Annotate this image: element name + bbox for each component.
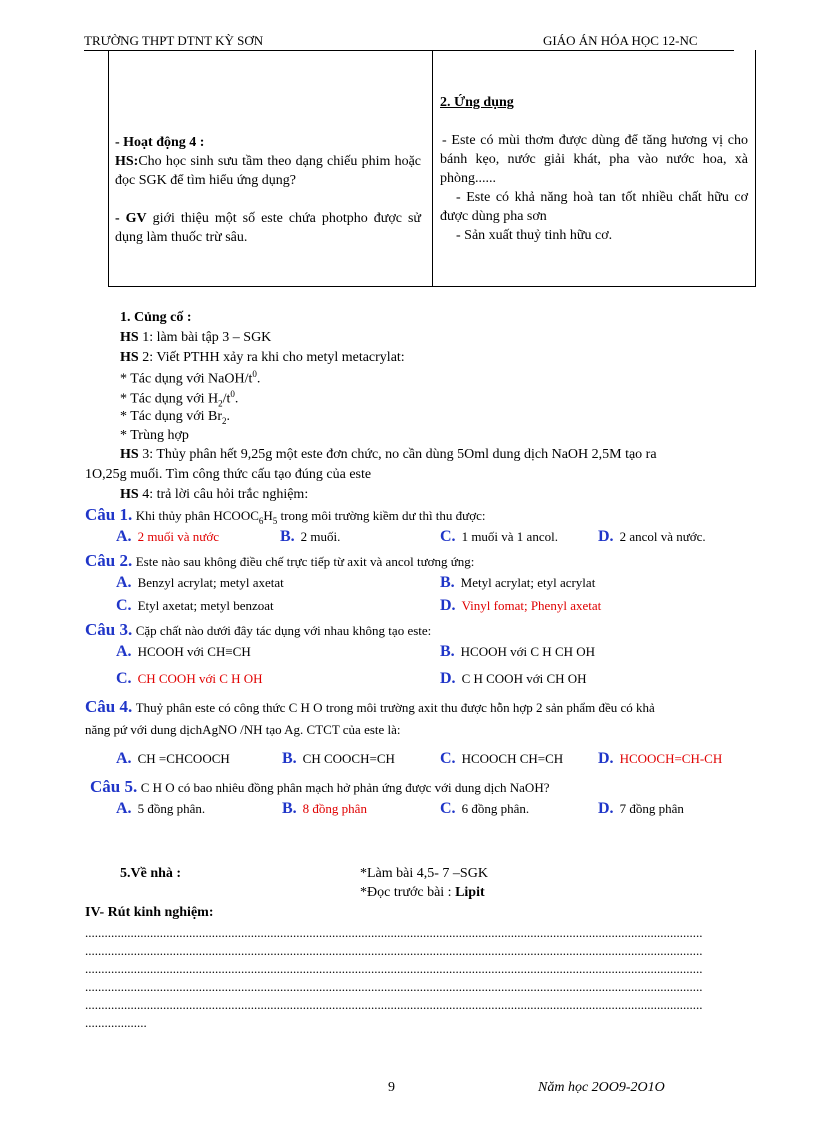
table-divider xyxy=(432,50,433,286)
q1-option-c[interactable]: C. 1 muối và 1 ancol. xyxy=(440,528,558,545)
bullet-h2: * Tác dụng với $H_2/t^0$. xyxy=(120,389,239,409)
bullet-naoh: * Tác dụng với NaOH/$t^0$. xyxy=(120,369,261,387)
question-4: Câu 4. Thuỷ phân este có công thức C H O trong môi trường axit thu được hỗn hợp 2 sản phẩm đều có khả xyxy=(85,697,655,716)
q3-option-c[interactable]: C. CH COOH với C H OH xyxy=(116,670,263,687)
hs1-line: HS 1: làm bài tập 3 – SGK xyxy=(120,330,272,345)
header-lesson: GIÁO ÁN HÓA HỌC 12-NC xyxy=(543,33,698,48)
hs3-line-2: 1O,25g muối. Tìm công thức cấu tạo đúng của este xyxy=(85,467,372,482)
q4-option-d[interactable]: D. HCOOCH=CH-CH xyxy=(598,750,723,767)
ung-dung-line-3: - Sản xuất thuỷ tinh hữu cơ. xyxy=(456,228,613,243)
table-left-cell xyxy=(115,133,421,247)
review-line-2: .............................................................................................................................................................................................. xyxy=(85,943,703,958)
q4-option-c[interactable]: C. HCOOCH CH=CH xyxy=(440,750,564,767)
review-line-1: .............................................................................................................................................................................................. xyxy=(85,925,703,940)
q2-option-d[interactable]: D. Vinyl fomat; Phenyl axetat xyxy=(440,597,602,614)
q5-option-d[interactable]: D. 7 đồng phân xyxy=(598,800,684,817)
bullet-trung-hop: * Trùng hợp xyxy=(120,428,189,443)
q2-option-b[interactable]: B. Metyl acrylat; etyl acrylat xyxy=(440,574,596,591)
q1-option-d[interactable]: D. 2 ancol và nước. xyxy=(598,528,706,545)
q3-option-a[interactable]: A. HCOOH với CH≡CH xyxy=(116,643,251,660)
q4-option-b[interactable]: B. CH COOCH=CH xyxy=(282,750,395,767)
gv-text: giới thiệu một số este chứa photpho được sử dụng làm thuốc trừ sâu. xyxy=(115,211,421,245)
q5-option-b[interactable]: B. 8 đồng phân xyxy=(282,800,367,817)
cungco-title: 1. Củng cố : xyxy=(120,310,192,325)
review-line-4: .............................................................................................................................................................................................. xyxy=(85,979,703,994)
hs-label: HS: xyxy=(115,154,139,169)
q3-option-d[interactable]: D. C H COOH với CH OH xyxy=(440,670,587,687)
ung-dung-line-2: - Este có khả năng hoà tan tốt nhiều chất hữu cơ được dùng pha sơn xyxy=(440,190,748,224)
review-title: IV- Rút kinh nghiệm: xyxy=(85,905,214,920)
bullet-br2: * Tác dụng với $Br_2$. xyxy=(120,409,231,426)
ung-dung-line-1: - Este có mùi thơm được dùng để tăng hương vị cho bánh kẹo, nước giải khát, pha vào nước hoa, xà phòng...... xyxy=(440,133,748,186)
q1-option-b[interactable]: B. 2 muối. xyxy=(280,528,341,545)
question-4-line-2: năng pứ với dung dịchAgNO /NH tạo Ag. CTCT của este là: xyxy=(85,722,401,737)
q4-option-a[interactable]: A. CH =CHCOOCH xyxy=(116,750,230,767)
question-3: Câu 3. Cặp chất nào dưới đây tác dụng với nhau không tạo este: xyxy=(85,620,432,639)
gv-label: - GV xyxy=(115,211,147,226)
review-line-3: .............................................................................................................................................................................................. xyxy=(85,961,703,976)
q2-option-a[interactable]: A. Benzyl acrylat; metyl axetat xyxy=(116,574,284,591)
hs4-line: HS 4: trả lời câu hỏi trắc nghiệm: xyxy=(120,487,309,502)
q3-option-b[interactable]: B. HCOOH với C H CH OH xyxy=(440,643,596,660)
question-1: Câu 1. Khi thủy phân $HCOOC_6H_5$ trong môi trường kiềm dư thì thu được: xyxy=(85,505,486,526)
q2-option-c[interactable]: C. Etyl axetat; metyl benzoat xyxy=(116,597,274,614)
review-line-6: ................... xyxy=(85,1015,147,1030)
table-right-cell xyxy=(440,93,748,245)
q5-option-a[interactable]: A. 5 đồng phân. xyxy=(116,800,206,817)
page-number: 9 xyxy=(388,1080,395,1095)
section-title-ung-dung: 2. Ứng dụng xyxy=(440,95,514,110)
hs3-line: HS 3: Thủy phân hết 9,25g một este đơn chức, no cần dùng 5Oml dung dịch NaOH 2,5M tạo ra xyxy=(120,447,657,462)
footer-year: Năm học 2OO9-2O1O xyxy=(538,1080,665,1095)
activity-table xyxy=(108,50,756,287)
question-2: Câu 2. Este nào sau không điều chế trực tiếp từ axit và ancol tương ứng: xyxy=(85,551,475,570)
home-task-1: *Làm bài 4,5- 7 –SGK xyxy=(360,866,488,881)
review-line-5: .............................................................................................................................................................................................. xyxy=(85,997,703,1012)
question-5: Câu 5. C H O có bao nhiêu đồng phân mạch hở phản ứng được với dung dịch NaOH? xyxy=(90,777,550,796)
home-task-2: *Đọc trước bài : Lipit xyxy=(360,885,485,900)
header-school: TRƯỜNG THPT DTNT KỲ SƠN xyxy=(84,33,264,48)
home-title: 5.Về nhà : xyxy=(120,866,182,881)
hs-text: Cho học sinh sưu tầm theo dạng chiếu phim hoặc đọc SGK để tìm hiểu ứng dụng? xyxy=(115,154,421,188)
q1-option-a[interactable]: A. 2 muối và nước xyxy=(116,528,219,545)
activity-label: - Hoạt động 4 : xyxy=(115,135,205,150)
hs2-line: HS 2: Viết PTHH xảy ra khi cho metyl metacrylat: xyxy=(120,350,405,365)
q5-option-c[interactable]: C. 6 đồng phân. xyxy=(440,800,530,817)
